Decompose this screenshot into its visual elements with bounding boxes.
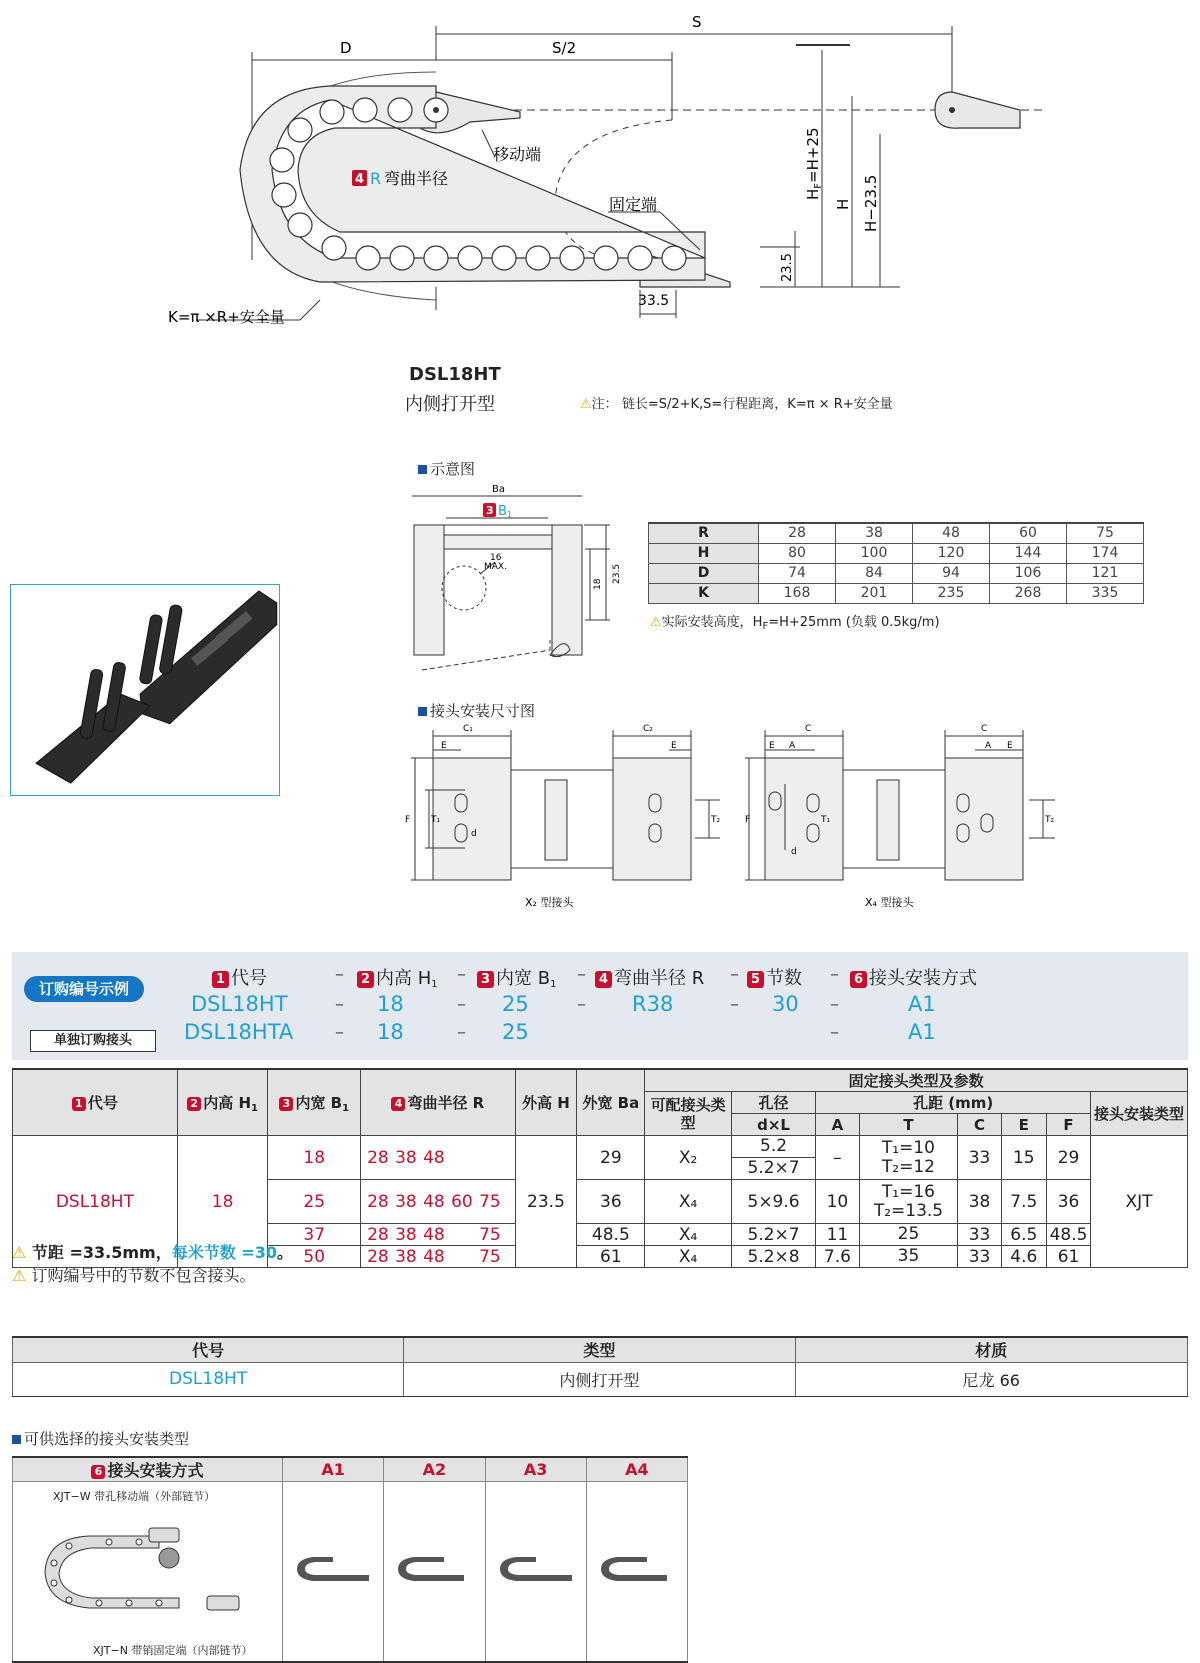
- params-note: ⚠实际安装高度，$H_F=H+25mm$ (负载 0.5kg/m): [650, 615, 940, 632]
- spec-radius-value: 38: [395, 1147, 417, 1168]
- opts-h-A2: A2: [384, 1457, 485, 1482]
- mat-h-material: 材质: [795, 1337, 1187, 1362]
- spec-h-joint-type: 可配接头类型: [645, 1092, 732, 1136]
- spec-h-T: T: [859, 1114, 958, 1136]
- note-pitch: ⚠ 节距 =33.5mm，每米节数 =30。: [12, 1243, 293, 1262]
- params-cell: 100: [836, 543, 913, 563]
- H-minus-label: H−23.5: [862, 174, 880, 232]
- x2-F: F: [405, 815, 411, 825]
- spec-F: 48.5: [1046, 1224, 1090, 1246]
- mat-h-code: 代号: [13, 1337, 404, 1362]
- params-cell: 28: [759, 523, 836, 543]
- spec-C: 38: [958, 1180, 1001, 1224]
- warning-icon: ⚠: [650, 615, 662, 630]
- order-dash: –: [335, 994, 344, 1015]
- h18-label: 18: [593, 578, 603, 590]
- svg-text:A1: A1: [313, 1567, 323, 1576]
- spec-radius-value: 28: [367, 1191, 389, 1212]
- order-dash: –: [577, 994, 586, 1015]
- mat-h-type: 类型: [404, 1337, 795, 1362]
- spec-hole: [731, 1136, 815, 1180]
- dim-S-half-label: S/2: [552, 39, 577, 57]
- spec-table: [12, 1068, 1188, 1268]
- order-dash: –: [457, 994, 466, 1015]
- spec-T: [859, 1224, 958, 1246]
- warning-icon: ⚠: [12, 1266, 27, 1285]
- spec-h-C: C: [958, 1114, 1001, 1136]
- params-cell: 60: [990, 523, 1067, 543]
- x2-C1: C₁: [463, 724, 473, 734]
- params-row: [649, 543, 1144, 563]
- x2-E-left: E: [441, 741, 447, 751]
- spec-radius: [361, 1180, 515, 1224]
- x4-T2: T₂: [1045, 815, 1055, 825]
- x4-d: d: [791, 847, 797, 857]
- svg-text:A2: A2: [414, 1567, 424, 1576]
- spec-joint-type: X₄: [645, 1180, 732, 1224]
- moving-end-label: 移动端: [493, 145, 542, 164]
- spec-h-F: F: [1046, 1114, 1090, 1136]
- spec-inner-b: 50: [268, 1246, 361, 1268]
- spec-T-value: T₂=13.5: [873, 1200, 944, 1221]
- opts-h-mount: 6 接头安装方式: [13, 1457, 283, 1482]
- spec-hole: 5.2×8: [731, 1246, 815, 1268]
- bend-radius-badge: 4: [355, 172, 365, 187]
- options-table: [12, 1456, 688, 1663]
- spec-inner-h: 18: [177, 1136, 268, 1268]
- params-cell: 268: [990, 583, 1067, 603]
- spec-T-value: T₁=10: [881, 1137, 935, 1158]
- order-dash: –: [730, 994, 739, 1015]
- spec-h-inner-h: 2 内高 $H_1$: [177, 1069, 268, 1136]
- options-title: 可供选择的接头安装类型: [12, 1428, 189, 1449]
- spec-T-value: 35: [897, 1246, 920, 1266]
- dim-335-label: 33.5: [638, 293, 670, 309]
- max16-b: MAX.: [484, 562, 507, 572]
- mat-code: DSL18HT: [13, 1362, 404, 1396]
- fixed-end-label: 固定端: [609, 195, 658, 214]
- opts-mount-illustration: [13, 1482, 283, 1662]
- opts-A1-figure: [283, 1482, 384, 1662]
- spec-h-pitch: 孔距 (mm): [816, 1092, 1091, 1114]
- svg-text:A3: A3: [515, 1567, 525, 1576]
- dim-D-label: D: [340, 39, 352, 57]
- spec-radius-value: 28: [367, 1246, 389, 1267]
- opts-h-A1: A1: [283, 1457, 384, 1482]
- spec-inner-b: 25: [268, 1180, 361, 1224]
- x2-T1: T₁: [431, 815, 441, 825]
- params-cell: 80: [759, 543, 836, 563]
- x4-E-right: E: [1007, 741, 1013, 751]
- params-cell: 48: [913, 523, 990, 543]
- params-cell: 144: [990, 543, 1067, 563]
- spec-C: 33: [958, 1246, 1001, 1268]
- spec-h-fixed: 固定接头类型及参数: [645, 1069, 1188, 1092]
- order-row1-b: 25: [502, 992, 529, 1016]
- bend-radius-R: R: [370, 169, 382, 188]
- spec-T-value: T₂=12: [881, 1156, 935, 1177]
- xjt-n-label: XJT−N 带销固定端（内部链节）: [93, 1644, 253, 1657]
- xjt-chain-illustration: [29, 1508, 259, 1628]
- spec-code: DSL18HT: [13, 1136, 178, 1268]
- a3-chain-icon: [496, 1549, 576, 1589]
- order-dash: –: [335, 964, 344, 985]
- spec-inner-b: 37: [268, 1224, 361, 1246]
- spec-outer-h: 23.5: [515, 1136, 577, 1268]
- opts-A4-figure: [586, 1482, 687, 1662]
- params-cell: 168: [759, 583, 836, 603]
- x2-T2: T₂: [711, 815, 721, 825]
- h235-label: 23.5: [612, 563, 622, 584]
- joint-x2-diagram: [405, 718, 725, 913]
- spec-radius-value: 48: [423, 1224, 445, 1245]
- spec-radius-value: 38: [395, 1191, 417, 1212]
- spec-h-A: A: [816, 1114, 859, 1136]
- spec-E: 7.5: [1001, 1180, 1046, 1224]
- order-dash: –: [577, 964, 586, 985]
- order-row2-h: 18: [377, 1020, 404, 1044]
- x4-C-left: C: [805, 724, 812, 734]
- order-row1-mount: A1: [908, 992, 936, 1016]
- spec-radius-value: 75: [479, 1246, 501, 1267]
- spec-radius-value: 75: [479, 1224, 501, 1245]
- spec-A: –: [816, 1136, 859, 1180]
- order-dash: –: [457, 964, 466, 985]
- Ba-label: Ba: [492, 484, 505, 495]
- order-row2-mount: A1: [908, 1020, 936, 1044]
- params-cell: 335: [1067, 583, 1144, 603]
- HF-label: $H_F=H+25$: [804, 127, 824, 200]
- spec-hole-value: 5.2×7: [747, 1158, 800, 1178]
- spec-radius-value: 38: [395, 1246, 417, 1267]
- max16-a: 16: [490, 553, 502, 563]
- x4-caption: X₄ 型接头: [865, 896, 914, 909]
- order-dash: –: [830, 994, 839, 1015]
- x4-F: F: [745, 815, 751, 825]
- spec-radius-value: 75: [479, 1191, 501, 1212]
- order-field-code: 1 代号: [212, 964, 267, 990]
- spec-hole: 5.2×7: [731, 1224, 815, 1246]
- params-row-head: H: [649, 543, 759, 563]
- params-row-head: R: [649, 523, 759, 543]
- spec-T: [859, 1136, 958, 1180]
- warning-icon: ⚠: [12, 1243, 27, 1262]
- spec-radius-value: 48: [423, 1246, 445, 1267]
- spec-T-value: 25: [897, 1224, 920, 1244]
- order-field-links: 5 节数: [747, 964, 802, 990]
- dim-235-label: 23.5: [780, 253, 795, 282]
- params-cell: 75: [1067, 523, 1144, 543]
- opts-h-A4: A4: [586, 1457, 687, 1482]
- spec-outer-ba: 29: [577, 1136, 645, 1180]
- order-row1-r: R38: [632, 992, 674, 1016]
- x2-E-right: E: [671, 741, 677, 751]
- note-top: ⚠注： 链长=S/2+K,S=行程距离，K=π × R+安全量: [580, 397, 893, 412]
- spec-h-radius: 4 弯曲半径 R: [361, 1069, 515, 1136]
- spec-h-mount: 接头安装类型: [1091, 1092, 1188, 1136]
- mat-material: 尼龙 66: [795, 1362, 1187, 1396]
- spec-h-outer-ba: 外宽 Ba: [577, 1069, 645, 1136]
- warning-icon: ⚠: [580, 397, 592, 412]
- params-row-head: K: [649, 583, 759, 603]
- spec-radius-value: 38: [395, 1224, 417, 1245]
- spec-joint-type: X₂: [645, 1136, 732, 1180]
- H-label: H: [834, 198, 852, 210]
- x2-d: d: [471, 829, 477, 839]
- order-field-inner-h: 2 内高 $H_1$: [357, 964, 438, 990]
- note-links: ⚠ 订购编号中的节数不包含接头。: [12, 1266, 256, 1285]
- product-photo: [10, 584, 280, 796]
- K-formula-label: K=π ×R+安全量: [168, 308, 285, 326]
- params-row: [649, 563, 1144, 583]
- spec-T: [859, 1246, 958, 1268]
- spec-h-hole: 孔径: [731, 1092, 815, 1114]
- spec-h-hole2: d×L: [731, 1114, 815, 1136]
- order-row2-b: 25: [502, 1020, 529, 1044]
- order-field-mount: 6 接头安装方式: [850, 964, 977, 990]
- spec-radius-value: 28: [367, 1224, 389, 1245]
- spec-E: 4.6: [1001, 1246, 1046, 1268]
- a2-chain-icon: [394, 1549, 474, 1589]
- spec-radius: [361, 1224, 515, 1246]
- params-row: [649, 583, 1144, 603]
- product-type: 内侧打开型: [405, 394, 495, 415]
- dim-S-label: S: [692, 13, 702, 31]
- spec-hole-value: 5.2: [732, 1136, 815, 1158]
- params-cell: 174: [1067, 543, 1144, 563]
- spec-F: 29: [1046, 1136, 1090, 1180]
- order-row2-code: DSL18HTA: [184, 1020, 294, 1044]
- schematic-title: 示意图: [418, 458, 475, 479]
- order-dash: –: [335, 1022, 344, 1043]
- params-row-head: D: [649, 563, 759, 583]
- spec-A: 10: [816, 1180, 859, 1224]
- spec-T-value: T₁=16: [881, 1181, 935, 1202]
- mat-type: 内侧打开型: [404, 1362, 795, 1396]
- params-cell: 38: [836, 523, 913, 543]
- params-row: [649, 523, 1144, 543]
- order-dash: –: [730, 964, 739, 985]
- separate-order-label: 单独订购接头: [30, 1030, 156, 1052]
- spec-joint-type: X₄: [645, 1224, 732, 1246]
- spec-A: 7.6: [816, 1246, 859, 1268]
- spec-h-outer-h: 外高 H: [515, 1069, 577, 1136]
- spec-outer-ba: 48.5: [577, 1224, 645, 1246]
- order-dash: –: [457, 1022, 466, 1043]
- spec-T: [859, 1180, 958, 1224]
- joint-x4-diagram: [745, 718, 1065, 913]
- svg-text:A4: A4: [616, 1567, 627, 1576]
- params-cell: 235: [913, 583, 990, 603]
- spec-h-inner-b: 3 内宽 $B_1$: [268, 1069, 361, 1136]
- spec-joint-type: X₄: [645, 1246, 732, 1268]
- spec-radius-value: 28: [367, 1147, 389, 1168]
- spec-hole: 5×9.6: [731, 1180, 815, 1224]
- spec-radius-value: 48: [423, 1147, 445, 1168]
- spec-row: [13, 1136, 1188, 1180]
- opts-h-A3: A3: [485, 1457, 586, 1482]
- spec-radius-value: 48: [423, 1191, 445, 1212]
- a1-chain-icon: [293, 1549, 373, 1589]
- spec-C: 33: [958, 1224, 1001, 1246]
- spec-outer-ba: 61: [577, 1246, 645, 1268]
- x4-C-right: C: [981, 724, 988, 734]
- bend-radius-text: 弯曲半径: [384, 169, 449, 188]
- spec-E: 15: [1001, 1136, 1046, 1180]
- B1-badge: 3: [486, 504, 494, 517]
- spec-inner-b: 18: [268, 1136, 361, 1180]
- B1-label: B1: [498, 504, 513, 519]
- spec-F: 36: [1046, 1180, 1090, 1224]
- x4-A-right: A: [985, 741, 992, 751]
- joint-diagram-title: 接头安装尺寸图: [418, 700, 535, 721]
- spec-mount: XJT: [1091, 1136, 1188, 1268]
- params-cell: 120: [913, 543, 990, 563]
- order-field-radius: 4 弯曲半径 R: [595, 964, 704, 990]
- order-row1-links: 30: [772, 992, 799, 1016]
- params-cell: 94: [913, 563, 990, 583]
- spec-A: 11: [816, 1224, 859, 1246]
- params-cell: 84: [836, 563, 913, 583]
- order-dash: –: [830, 964, 839, 985]
- params-cell: 201: [836, 583, 913, 603]
- spec-F: 61: [1046, 1246, 1090, 1268]
- spec-radius-value: 60: [451, 1191, 473, 1212]
- x2-C2: C₂: [643, 724, 653, 734]
- params-cell: 121: [1067, 563, 1144, 583]
- schematic-diagram: [400, 480, 630, 680]
- spec-E: 6.5: [1001, 1224, 1046, 1246]
- x4-A-left: A: [789, 741, 796, 751]
- params-table: [648, 522, 1144, 604]
- order-row1-h: 18: [377, 992, 404, 1016]
- opts-A3-figure: [485, 1482, 586, 1662]
- spec-h-code: 1 代号: [13, 1069, 178, 1136]
- opts-A2-figure: [384, 1482, 485, 1662]
- xjt-w-label: XJT−W 带孔移动端（外部链节）: [53, 1490, 216, 1503]
- x4-T1: T₁: [821, 815, 831, 825]
- order-dash: –: [830, 1022, 839, 1043]
- spec-radius: [361, 1246, 515, 1268]
- spec-outer-ba: 36: [577, 1180, 645, 1224]
- spec-radius: [361, 1136, 515, 1180]
- top-chain-diagram: [0, 0, 1200, 340]
- product-code: DSL18HT: [409, 364, 501, 385]
- params-cell: 106: [990, 563, 1067, 583]
- order-example-panel: [12, 952, 1188, 1060]
- params-cell: 74: [759, 563, 836, 583]
- spec-C: 33: [958, 1136, 1001, 1180]
- order-example-pill: 订购编号示例: [24, 976, 144, 1002]
- order-field-inner-b: 3 内宽 $B_1$: [477, 964, 556, 990]
- a4-chain-icon: [597, 1549, 677, 1589]
- x4-E-left: E: [769, 741, 775, 751]
- x2-caption: X₂ 型接头: [525, 896, 574, 909]
- material-table: [12, 1336, 1188, 1397]
- order-row1-code: DSL18HT: [191, 992, 288, 1016]
- spec-h-E: E: [1001, 1114, 1046, 1136]
